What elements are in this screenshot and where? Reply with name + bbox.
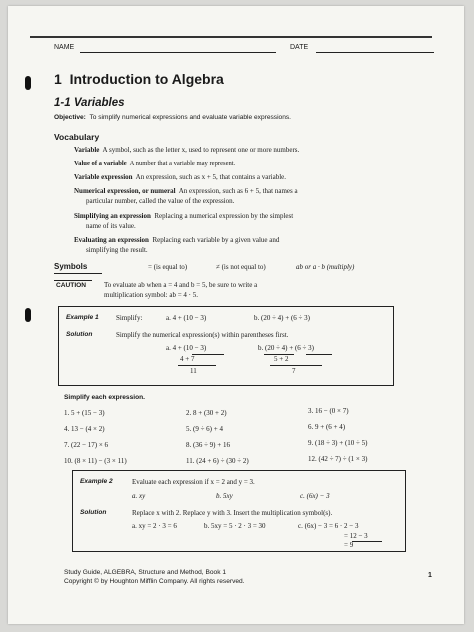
top-rule [30,36,432,38]
exercise-item: 4. 13 − (4 × 2) [64,425,105,433]
symbol-multiply: ab or a · b (multiply) [296,263,355,271]
example-1-sol-a-step-1: a. 4 + (10 − 3) [166,344,207,352]
vocab-item-simplifying [74,212,293,220]
vocab-item-variable [74,146,299,154]
vocab-term: Variable expression [74,173,133,181]
name-line[interactable] [80,52,276,53]
vocab-def-continued: simplifying the result. [86,246,148,254]
vocab-term: Evaluating an expression [74,236,149,244]
vocab-term: Numerical expression, or numeral [74,187,176,195]
vocab-def: A symbol, such as the letter x, used to represent one or more numbers. [102,146,300,154]
exercise-item: 9. (18 ÷ 3) + (10 ÷ 5) [308,439,368,447]
example-1-part-a: a. 4 + (10 − 3) [166,314,207,322]
vocab-def: Replacing a numerical expression by the simplest [154,212,294,220]
example-2-prompt: Evaluate each expression if x = 2 and y = 3. [132,478,255,486]
worksheet-page [8,6,464,624]
chapter-title-text: Introduction to Algebra [69,71,224,87]
exercise-item: 3. 16 − (0 × 7) [308,407,349,415]
example-2-label: Example 2 [80,478,113,485]
example-2-sol-c-step-3: = 9 [344,541,354,549]
vocab-def: An expression, such as 6 + 5, that names a [178,187,298,195]
exercise-item: 12. (42 ÷ 7) ÷ (1 × 3) [308,455,368,463]
example-1-sol-b-step-3: 7 [292,367,296,375]
underline-mark [178,365,216,366]
exercise-item: 6. 9 + (6 + 4) [308,423,346,431]
objective-text: To simplify numerical expressions and evaluate variable expressions. [89,114,292,121]
vocab-def-continued: name of its value. [86,222,136,230]
example-2-sol-a: a. xy = 2 · 3 = 6 [132,522,177,530]
example-1-sol-a-step-3: 11 [190,367,197,375]
symbol-equal: = (is equal to) [148,263,188,271]
example-1-label: Example 1 [66,314,99,321]
symbols-underline [54,273,102,274]
symbol-not-equal: ≠ (is not equal to) [216,263,266,271]
exercise-item: 11. (24 + 6) ÷ (30 ÷ 2) [186,457,249,465]
example-2-sol-b: b. 5xy = 5 · 2 · 3 = 30 [204,522,266,530]
example-2-part-a: a. xy [132,492,146,500]
exercise-item: 2. 8 + (30 + 2) [186,409,227,417]
vocab-item-numerical-expression [74,187,298,195]
example-2-sol-c-step-2: = 12 − 3 [344,532,368,540]
vocab-def: A number that a variable may represent. [129,160,236,167]
caution-rule [54,280,92,281]
underline-mark [352,541,382,542]
example-1-simplify-label: Simplify: [116,314,143,322]
exercise-item: 5. (9 ÷ 6) + 4 [186,425,223,433]
chapter-title [54,71,224,87]
example-2-part-b: b. 5xy [216,492,233,500]
section-title: 1-1 Variables [54,97,125,109]
footer-book-title: Study Guide, ALGEBRA, Structure and Method, Book 1 [64,569,227,576]
vocab-def: An expression, such as x + 5, that contains a variable. [135,173,286,181]
example-1-solution-text: Simplify the numerical expression(s) within parentheses first. [116,331,289,339]
chapter-number: 1 [54,71,62,87]
date-line[interactable] [316,52,434,53]
name-label: NAME [54,44,75,51]
vocab-item-variable-expression [74,173,286,181]
example-1-sol-b-step-1: b. (20 ÷ 4) + (6 ÷ 3) [258,344,314,352]
example-2-sol-c-step-1: c. (6x) − 3 = 6 · 2 − 3 [298,522,359,530]
vocab-def: Replacing each variable by a given value and [152,236,280,244]
vocab-term: Value of a variable [74,160,127,167]
symbols-heading: Symbols [54,262,88,271]
caution-line-1: To evaluate ab when a = 4 and b = 5, be sure to write a [104,281,258,289]
example-1-solution-label: Solution [66,331,93,338]
exercises-heading: Simplify each expression. [64,394,145,401]
vocab-term: Variable [74,146,100,154]
vocab-def-continued: particular number, called the value of the expression. [86,197,235,205]
exercise-item: 10. (8 × 11) − (3 × 11) [64,457,127,465]
caution-label: CAUTION [56,282,87,289]
example-1-part-b: b. (20 ÷ 4) + (6 ÷ 3) [254,314,310,322]
objective-label: Objective: [54,114,86,121]
binder-hole-middle [25,308,31,322]
vocabulary-heading: Vocabulary [54,132,100,142]
vocab-item-value-of-variable [74,160,235,167]
footer-copyright: Copyright © by Houghton Mifflin Company. All rights reserved. [64,578,245,585]
objective [54,114,291,121]
example-1-sol-b-step-2: 5 + 2 [274,355,289,363]
underline-mark [306,354,332,355]
exercise-item: 7. (22 − 17) × 6 [64,441,109,449]
underline-mark [192,354,224,355]
underline-mark [270,365,322,366]
example-2-part-c: c. (6x) − 3 [300,492,330,500]
date-label: DATE [290,44,309,51]
example-1-box [58,306,394,386]
caution-line-2: multiplication symbol: ab = 4 · 5. [104,291,198,299]
page-number: 1 [428,572,432,579]
vocab-item-evaluating [74,236,279,244]
exercise-item: 1. 5 + (15 − 3) [64,409,105,417]
example-2-solution-label: Solution [80,509,107,516]
exercise-item: 8. (36 ÷ 9) + 16 [186,441,230,449]
example-2-solution-text: Replace x with 2. Replace y with 3. Insert the multiplication symbol(s). [132,509,333,517]
binder-hole-top [25,76,31,90]
example-1-sol-a-step-2: 4 + 7 [180,355,195,363]
vocab-term: Simplifying an expression [74,212,151,220]
